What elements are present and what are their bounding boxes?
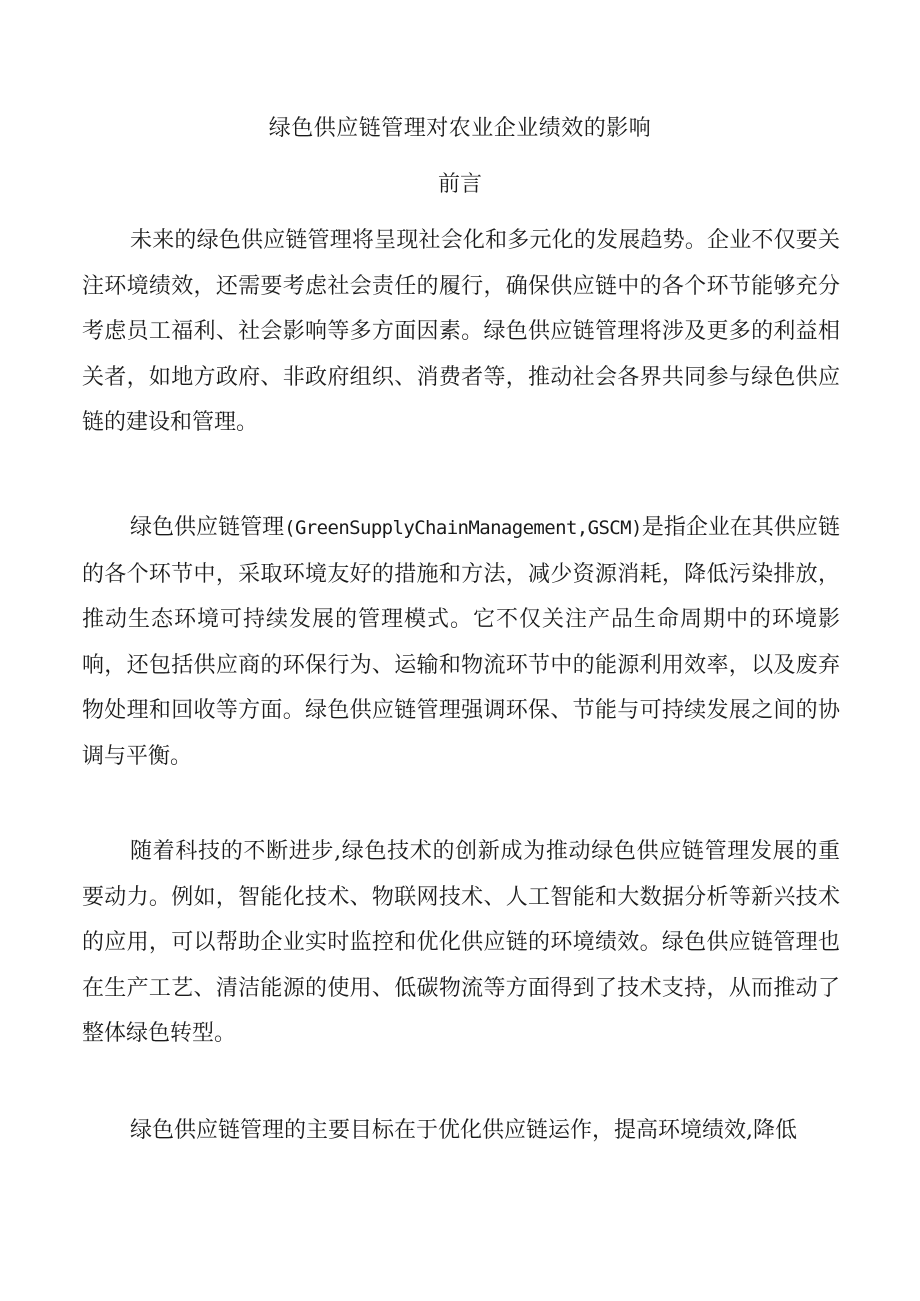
document-title: 绿色供应链管理对农业企业绩效的影响 (268, 116, 652, 141)
section-heading-preface: 前言 (437, 172, 482, 197)
paragraph-4: 绿色供应链管理的主要目标在于优化供应链运作，提高环境绩效,降低 (130, 1118, 797, 1143)
paragraph-3: 随着科技的不断进步,绿色技术的创新成为推动绿色供应链管理发展的重要动力。例如，智能化技术、物联网技术、人工智能和大数据分析等新兴技术的应用，可以帮助企业实时监控和优化供应链的环境绩效。绿色供应链管理也在生产工艺、清洁能源的使用、低碳物流等方面得到了技术支持，从而推动了整体绿色转型。 (82, 839, 840, 1046)
paragraph-2 (82, 505, 840, 779)
paragraph-2-english-term: (GreenSupplyChainManagement,GSCM) (284, 517, 642, 539)
paragraph-1: 未来的绿色供应链管理将呈现社会化和多元化的发展趋势。企业不仅要关注环境绩效，还需要考虑社会责任的履行，确保供应链中的各个环节能够充分考虑员工福利、社会影响等多方面因素。绿色供应链管理将涉及更多的利益相关者，如地方政府、非政府组织、消费者等，推动社会各界共同参与绿色供应链的建设和管理。 (82, 228, 840, 435)
paragraph-2-lead: 绿色供应链管理 (130, 515, 285, 540)
paragraph-2-body: 是指企业在其供应链的各个环节中，采取环境友好的措施和方法，减少资源消耗，降低污染排放，推动生态环境可持续发展的管理模式。它不仅关注产品生命周期中的环境影响，还包括供应商的环保行为、运输和物流环节中的能源利用效率，以及废弃物处理和回收等方面。绿色供应链管理强调环保、节能与可持续发展之间的协调与平衡。 (82, 515, 840, 769)
